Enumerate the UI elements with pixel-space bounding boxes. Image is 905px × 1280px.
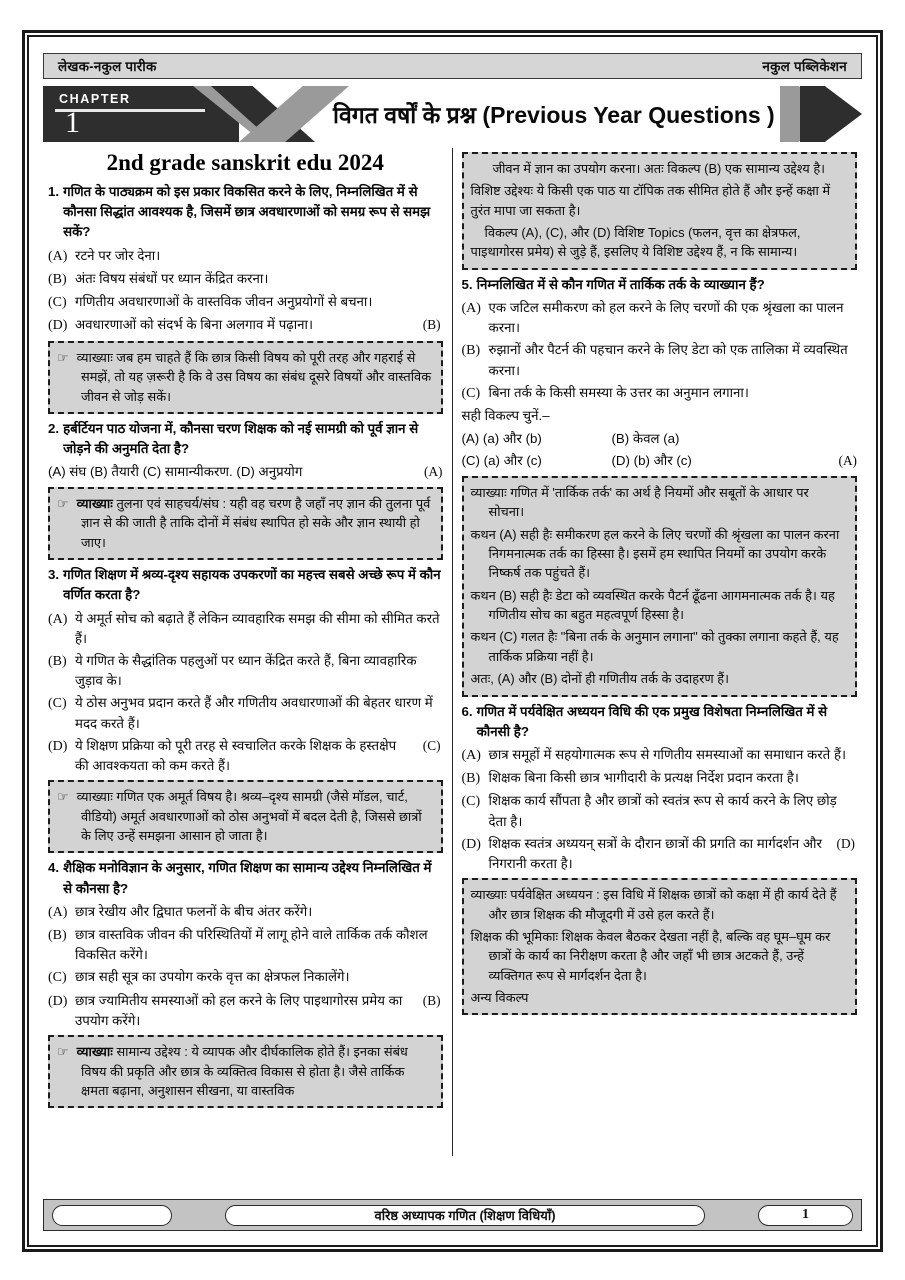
option-key: (B) [461, 771, 481, 787]
question-6-stem [462, 702, 858, 742]
pointing-hand-icon: ☞ [57, 495, 69, 511]
option-text: रुझानों और पैटर्न की पहचान करने के लिए डेटा को एक तालिका में व्यवस्थित करना। [488, 342, 848, 378]
question-6-option-c[interactable] [462, 791, 858, 831]
option-key: (A) [48, 904, 68, 920]
left-column [43, 148, 453, 1156]
explanation-line: जीवन में ज्ञान का उपयोग करना। अतः विकल्प (B) एक सामान्य उद्देश्य है। [492, 161, 826, 176]
explanation-text: व्याख्याः जब हम चाहते हैं कि छात्र किसी विषय को पूरी तरह और गहराई से समझें, तो यह ज़रूरी है कि वे उस विषय का संबंध दूसरे विषयों और वास्तविक जीवन से जोड़ सकें। [76, 349, 432, 404]
question-4-option-c[interactable] [48, 967, 443, 988]
explanation-label: व्याख्याः [76, 1044, 113, 1060]
answer-marker: (D) [836, 835, 855, 851]
question-6-option-b[interactable] [462, 768, 858, 789]
option-text [489, 834, 858, 874]
option-text: अंतः विषय संबंधों पर ध्यान केंद्रित करना। [75, 270, 269, 286]
question-5-number: 5. [461, 276, 473, 292]
explanation-line: विकल्प (A), (C), और (D) विशिष्ट Topics (फलन, वृत्त का क्षेत्रफल, पाइथागोरस प्रमेय) से जुड़े हैं, इसलिए ये विशिष्ट उद्देश्य हैं, न कि सामान्य। [470, 225, 801, 260]
chapter-number: 1 [65, 106, 80, 139]
chapter-title: विगत वर्षों के प्रश्न (Previous Year Questions ) [333, 102, 775, 128]
two-column-body [43, 148, 862, 1156]
explanation-line [57, 494, 434, 552]
explanation-text: व्याख्याः गणित एक अमूर्त विषय है। श्रव्य–दृश्य सामग्री (जैसे मॉडल, चार्ट, वीडियो) अमूर्त अवधारणाओं को ठोस अनुभवों में बदल देती है, जिससे छात्रों के लिए उन्हें समझना आसान हो जाता है। [76, 789, 422, 844]
question-3-number: 3. [48, 567, 60, 583]
answer-marker: (A) [424, 464, 443, 480]
option-key: (B) [48, 271, 67, 287]
question-1-option-c[interactable] [48, 292, 443, 313]
choice-option: (A) (a) और (b) [461, 430, 542, 446]
option-text [75, 315, 443, 336]
question-4-stem [48, 858, 443, 898]
option-text: छात्र समूहों में सहयोगात्मक रूप से गणितीय समस्याओं का समाधान करते हैं। [488, 746, 847, 762]
option-text: शिक्षक कार्य सौंपता है और छात्रों को स्वतंत्र रूप से कार्य करने के लिए छोड़ देता है। [488, 793, 837, 829]
question-6 [462, 702, 858, 875]
question-6-number: 6. [461, 703, 473, 719]
page-footer [43, 1199, 862, 1231]
question-2-stem-text: हर्बर्टियन पाठ योजना में, कौनसा चरण शिक्षक को नई सामग्री को पूर्व ज्ञान से जोड़ने की अनुमति देता है? [63, 420, 419, 457]
explanation-text: तुलना एवं साहचर्य/संघ : यही वह चरण है जहाँ नए ज्ञान की तुलना पूर्व ज्ञान से की जाती है ताकि दोनों में संबंध स्थापित हो सके और ज्ञान स्थायी हो जाए। [81, 495, 431, 550]
question-1-option-a[interactable] [48, 246, 443, 267]
question-4-stem-text: शैक्षिक मनोविज्ञान के अनुसार, गणित शिक्षण का सामान्य उद्देश्य निम्नलिखित में से कौनसा है? [63, 860, 432, 896]
question-5-option-a[interactable] [462, 298, 858, 338]
page-content [33, 41, 872, 1241]
chapter-banner [43, 86, 862, 142]
pointing-hand-icon: ☞ [57, 349, 69, 365]
option-text: छात्र रेखीय और द्विघात फलनों के बीच अंतर करेंगे। [75, 903, 313, 919]
question-1-stem-text: गणित के पाठ्यक्रम को इस प्रकार विकसित करने के लिए, निम्नलिखित में से कौनसा सिद्धांत आवश्यक है, जिसमें छात्र अवधारणाओं को समग्र रूप से समझ सकें? [63, 184, 431, 240]
pointing-hand-icon: ☞ [57, 789, 69, 805]
option-text: ये ठोस अनुभव प्रदान करते हैं और गणितीय अवधारणाओं की बेहतर धारण में मदद करते हैं। [75, 695, 433, 731]
question-1-stem [48, 182, 443, 243]
footer-left-pill [52, 1205, 172, 1226]
answer-marker: (B) [422, 317, 441, 333]
explanation-line: कथन (A) सही हैः समीकरण हल करने के लिए चरणों की श्रृंखला का पालन करना निगमनात्मक तर्क का हिस्सा है। इसमें हम स्थापित नियमों का उपयोग करके निष्कर्ष तक पहुंचते हैं। [470, 526, 840, 581]
question-3-option-a[interactable] [48, 609, 443, 649]
option-key: (D) [48, 993, 68, 1009]
footer-center-label: वरिष्ठ अध्यापक गणित (शिक्षण विधियाँ) [225, 1205, 705, 1226]
option-key: (B) [48, 653, 67, 669]
option-text: रटने पर जोर देना। [75, 247, 161, 263]
explanation-q4-continued [462, 152, 858, 270]
question-1-option-b[interactable] [48, 269, 443, 290]
question-4-option-a[interactable] [48, 902, 443, 923]
explanation-line [57, 787, 434, 845]
option-text: छात्र वास्तविक जीवन की परिस्थितियों में लागू होने वाले तार्किक तर्क कौशल विकसित करेंगे। [75, 927, 428, 963]
option-text-body: अवधारणाओं को संदर्भ के बिना अलगाव में पढ़ाना। [75, 317, 314, 333]
option-key: (C) [461, 794, 481, 810]
explanation-line: कथन (C) गलत हैः "बिना तर्क के अनुमान लगाना" को तुक्का लगाना कहते हैं, यह तार्किक प्रक्रिया नहीं है। [470, 629, 839, 664]
option-key: (D) [48, 318, 68, 334]
answer-marker: (B) [422, 992, 441, 1008]
question-6-option-d[interactable] [462, 834, 858, 874]
page-title: 2nd grade sanskrit edu 2024 [106, 150, 384, 175]
running-head [43, 53, 862, 79]
explanation-line: व्याख्याः पर्यवेक्षित अध्ययन : इस विधि में शिक्षक छात्रों को कक्षा में ही कार्य देते हैं और छात्र शिक्षक की मौजूदगी में उसे हल करते हैं। [470, 887, 837, 922]
question-4-number: 4. [48, 860, 60, 876]
option-list: (A) संघ (B) तैयारी (C) सामान्यीकरण. (D) अनुप्रयोग [48, 464, 303, 480]
question-6-option-a[interactable] [462, 745, 858, 766]
question-3-option-b[interactable] [48, 651, 443, 691]
option-text: ये अमूर्त सोच को बढ़ाते हैं लेकिन व्यावहारिक समझ की सीमा को सीमित करते हैं। [75, 610, 440, 646]
explanation-line [57, 348, 434, 406]
option-key: (C) [48, 295, 67, 311]
question-4-option-b[interactable] [48, 925, 443, 965]
option-key: (A) [48, 611, 68, 627]
option-text-body: शिक्षक स्वतंत्र अध्ययन् सत्रों के दौरान छात्रों की प्रगति का मार्गदर्शन और निगरानी करता है। [488, 835, 822, 872]
explanation-q4 [48, 1035, 443, 1108]
option-text: बिना तर्क के किसी समस्या के उत्तर का अनुमान लगाना। [488, 384, 749, 400]
question-5-choose-label: सही विकल्प चुनें.– [461, 408, 550, 424]
question-1-number: 1. [48, 184, 60, 199]
option-text [75, 736, 443, 776]
question-5-choice-row-2[interactable] [462, 451, 858, 472]
answer-marker: (C) [422, 737, 441, 753]
question-5 [462, 275, 858, 472]
explanation-q6 [462, 878, 858, 1015]
question-4-option-d[interactable] [48, 991, 443, 1031]
question-5-stem-text: निम्नलिखित में से कौन गणित में तार्किक तर्क के व्याख्यान हैं? [476, 276, 765, 292]
question-2-stem [48, 419, 443, 459]
question-2-options-inline[interactable] [48, 462, 443, 483]
option-key: (B) [461, 343, 481, 359]
option-text-body: छात्र ज्यामितीय समस्याओं को हल करने के लिए पाइथागोरस प्रमेय का उपयोग करेंगे। [75, 992, 403, 1028]
option-key: (D) [461, 836, 481, 852]
explanation-q2 [48, 487, 443, 560]
explanation-q5 [462, 476, 858, 697]
choice-option: (C) (a) और (c) [461, 453, 542, 469]
explanation-line: अन्य विकल्प [470, 990, 529, 1006]
footer-spacer [33, 1156, 872, 1199]
running-head-author: लेखक-नकुल पारीक [58, 59, 157, 74]
option-key: (B) [48, 928, 67, 944]
question-2-number: 2. [48, 420, 60, 436]
option-text: शिक्षक बिना किसी छात्र भागीदारी के प्रत्यक्ष निर्देश प्रदान करता है। [488, 770, 799, 786]
question-5-option-c[interactable] [462, 383, 858, 404]
explanation-line [57, 1042, 434, 1100]
question-6-stem-text: गणित में पर्यवेक्षित अध्ययन विधि की एक प्रमुख विशेषता निम्नलिखित में से कौनसी है? [476, 703, 828, 739]
option-key: (A) [461, 301, 481, 316]
option-key: (A) [48, 248, 68, 264]
choice-option: (D) (b) और (c) [611, 453, 692, 469]
answer-marker: (A) [838, 453, 857, 469]
option-text: छात्र सही सूत्र का उपयोग करके वृत्त का क्षेत्रफल निकालेंगे। [75, 969, 350, 985]
explanation-line: अतः, (A) और (B) दोनों ही गणितीय तर्क के उदाहरण हैं। [470, 671, 730, 687]
question-3-option-c[interactable] [48, 693, 443, 733]
option-text: गणितीय अवधारणाओं के वास्तविक जीवन अनुप्रयोगों से बचना। [75, 294, 373, 310]
option-key: (C) [48, 696, 67, 712]
question-3-option-d[interactable] [48, 736, 443, 776]
question-1 [48, 182, 443, 337]
explanation-line: विशिष्ट उद्देश्यः ये किसी एक पाठ या टॉपिक तक सीमित होते हैं और इन्हें कक्षा में तुरंत मापा जा सकता है। [470, 183, 831, 218]
explanation-q3 [48, 780, 443, 853]
question-4 [48, 858, 443, 1031]
question-5-option-b[interactable] [462, 340, 858, 380]
explanation-label: व्याख्याः [76, 495, 113, 511]
explanation-q1 [48, 341, 443, 414]
question-5-choice-row-1[interactable] [462, 429, 858, 450]
right-column [453, 148, 863, 1156]
page-number: 1 [758, 1205, 853, 1226]
option-key: (D) [48, 738, 68, 754]
running-head-publisher: नकुल पब्लिकेशन [762, 59, 847, 74]
choice-option: (B) केवल (a) [611, 430, 680, 446]
chapter-word-label: CHAPTER [59, 92, 131, 106]
question-1-option-d[interactable] [48, 315, 443, 336]
option-text: ये गणित के सैद्धांतिक पहलुओं पर ध्यान केंद्रित करते हैं, बिना व्यावहारिक जुड़ाव के। [75, 652, 417, 689]
option-text-body: ये शिक्षण प्रक्रिया को पूरी तरह से स्वचालित करके शिक्षक के हस्तक्षेप की आवश्कयता को कम करते हैं। [75, 737, 397, 773]
explanation-text: सामान्य उद्देश्य : ये व्यापक और दीर्घकालिक होते हैं। इनका संबंध विषय की प्रकृति और छात्र के व्यक्तित्व विकास से होता है। जैसे तार्किक क्षमता बढ़ाना, अनुशासन सीखना, या वास्तविक [81, 1044, 408, 1098]
explanation-line: शिक्षक की भूमिकाः शिक्षक केवल बैठकर देखता नहीं है, बल्कि वह घूम–घूम कर छात्रों के कार्य का निरीक्षण करता है और जहाँ भी छात्र अटकते हैं, उन्हें व्यक्तिगत रूप से मार्गदर्शन देता है। [470, 928, 831, 983]
option-key: (A) [461, 747, 481, 763]
question-3-stem [48, 565, 443, 605]
option-key: (C) [461, 385, 481, 401]
explanation-line: कथन (B) सही हैः डेटा को व्यवस्थित करके पैटर्न ढूँढना आगमनात्मक तर्क है। यह गणितीय सोच का बहुत महत्वपूर्ण हिस्सा है। [470, 587, 835, 623]
question-5-stem [462, 275, 858, 295]
explanation-line: व्याख्याः गणित में 'तार्किक तर्क' का अर्थ है नियमों और सबूतों के आधार पर सोचना। [470, 484, 809, 520]
option-text: एक जटिल समीकरण को हल करने के लिए चरणों की एक श्रृंखला का पालन करना। [488, 300, 844, 336]
pointing-hand-icon: ☞ [57, 1044, 69, 1060]
question-3 [48, 565, 443, 776]
question-3-stem-text: गणित शिक्षण में श्रव्य-दृश्य सहायक उपकरणों का महत्त्व सबसे अच्छे रूप में कौन वर्णित करता है? [63, 567, 441, 603]
option-text [75, 991, 443, 1031]
option-key: (C) [48, 970, 67, 986]
question-2 [48, 419, 443, 483]
